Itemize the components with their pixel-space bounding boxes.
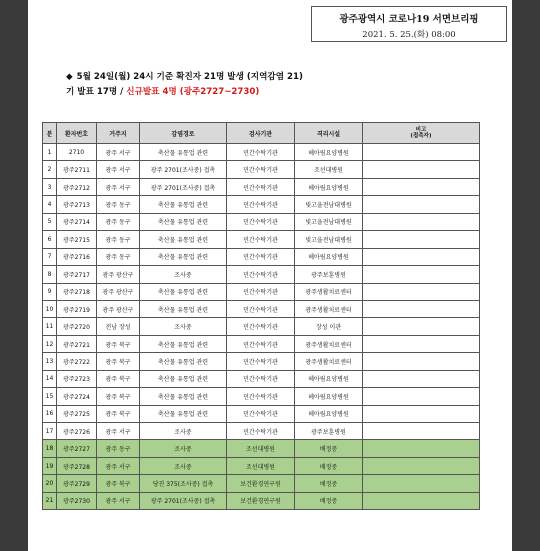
cell-infection-route: 축산물 유통업 관련 xyxy=(140,196,227,213)
cell-remarks xyxy=(363,283,480,300)
cell-test-institution: 민간수탁기관 xyxy=(227,335,295,352)
cell-patient-id: 광주2727 xyxy=(57,440,97,457)
cell-patient-id: 광주2717 xyxy=(57,266,97,283)
cell-residence: 광주 동구 xyxy=(97,440,140,457)
remarks-note: (접촉자) xyxy=(410,133,432,139)
cell-test-institution: 보건환경연구원 xyxy=(227,492,295,509)
cell-patient-id: 광주2726 xyxy=(57,423,97,440)
cell-infection-route: 축산물 유통업 관련 xyxy=(140,213,227,230)
cell-isolation-facility: 광주생활치료센터 xyxy=(295,353,363,370)
cell-remarks xyxy=(363,266,480,283)
cell-residence: 광주 북구 xyxy=(97,405,140,422)
cell-patient-id: 광주2722 xyxy=(57,353,97,370)
cell-remarks xyxy=(363,457,480,474)
cell-no: 3 xyxy=(43,178,57,195)
cell-remarks xyxy=(363,178,480,195)
cell-test-institution: 민간수탁기관 xyxy=(227,370,295,387)
cell-patient-id: 광주2725 xyxy=(57,405,97,422)
cell-infection-route: 축산물 유통업 관련 xyxy=(140,405,227,422)
table-row xyxy=(43,440,480,457)
cell-infection-route: 축산물 유통업 관련 xyxy=(140,283,227,300)
cell-patient-id: 광주2716 xyxy=(57,248,97,265)
cell-isolation-facility: 빛고을전남대병원 xyxy=(295,213,363,230)
col-header-patient-id: 환자번호 xyxy=(57,123,97,144)
table-row xyxy=(43,353,480,370)
cell-remarks xyxy=(363,353,480,370)
cell-residence: 광주 북구 xyxy=(97,370,140,387)
table-row xyxy=(43,161,480,178)
diamond-bullet-icon: ◆ xyxy=(66,72,73,82)
cell-isolation-facility: 빛고을전남대병원 xyxy=(295,231,363,248)
cell-no: 5 xyxy=(43,213,57,230)
table-row xyxy=(43,283,480,300)
cell-test-institution: 민간수탁기관 xyxy=(227,266,295,283)
cell-no: 16 xyxy=(43,405,57,422)
cell-remarks xyxy=(363,492,480,509)
table-row xyxy=(43,492,480,509)
table-row xyxy=(43,318,480,335)
cell-no: 18 xyxy=(43,440,57,457)
col-header-infection-route: 감염경로 xyxy=(140,123,227,144)
cell-residence: 광주 광산구 xyxy=(97,300,140,317)
cell-no: 19 xyxy=(43,457,57,474)
cell-test-institution: 민간수탁기관 xyxy=(227,248,295,265)
cell-test-institution: 민간수탁기관 xyxy=(227,423,295,440)
cell-infection-route: 축산물 유통업 관련 xyxy=(140,370,227,387)
cell-patient-id: 광주2728 xyxy=(57,457,97,474)
cell-test-institution: 민간수탁기관 xyxy=(227,388,295,405)
cell-infection-route: 축산물 유통업 관련 xyxy=(140,353,227,370)
cell-patient-id: 광주2724 xyxy=(57,388,97,405)
col-header-isolation-facility: 격리시설 xyxy=(295,123,363,144)
table-row xyxy=(43,178,480,195)
cell-no: 9 xyxy=(43,283,57,300)
cell-test-institution: 민간수탁기관 xyxy=(227,161,295,178)
cell-no: 6 xyxy=(43,231,57,248)
cell-test-institution: 민간수탁기관 xyxy=(227,196,295,213)
cell-no: 2 xyxy=(43,161,57,178)
cell-residence: 광주 광산구 xyxy=(97,283,140,300)
cell-infection-route: 축산물 유통업 관련 xyxy=(140,144,227,161)
cell-isolation-facility: 배정중 xyxy=(295,492,363,509)
cell-patient-id: 광주2718 xyxy=(57,283,97,300)
table-row xyxy=(43,475,480,492)
cell-remarks xyxy=(363,423,480,440)
cell-infection-route: 광주 2701(조사중) 접촉 xyxy=(140,161,227,178)
cell-residence: 광주 동구 xyxy=(97,231,140,248)
cell-residence: 광주 서구 xyxy=(97,161,140,178)
cell-residence: 광주 북구 xyxy=(97,353,140,370)
cell-isolation-facility: 광주생활치료센터 xyxy=(295,283,363,300)
cell-remarks xyxy=(363,335,480,352)
table-row xyxy=(43,335,480,352)
cell-remarks xyxy=(363,440,480,457)
summary-line-2-prefix: 기 발표 17명 / xyxy=(66,86,127,97)
cell-isolation-facility: 광주생활치료센터 xyxy=(295,335,363,352)
cell-patient-id: 광주2723 xyxy=(57,370,97,387)
cell-isolation-facility: 헤아림요양병원 xyxy=(295,178,363,195)
cell-infection-route: 조사중 xyxy=(140,266,227,283)
cell-remarks xyxy=(363,161,480,178)
cell-isolation-facility: 광주생활치료센터 xyxy=(295,300,363,317)
table-row xyxy=(43,370,480,387)
cell-residence: 광주 북구 xyxy=(97,388,140,405)
cell-infection-route: 축산물 유통업 관련 xyxy=(140,300,227,317)
cell-patient-id: 광주2714 xyxy=(57,213,97,230)
cell-test-institution: 민간수탁기관 xyxy=(227,318,295,335)
remarks-label: 비고 xyxy=(415,127,427,133)
cell-isolation-facility: 조선대병원 xyxy=(295,161,363,178)
cell-infection-route: 조사중 xyxy=(140,318,227,335)
cell-infection-route: 광주 2701(조사중) 접촉 xyxy=(140,492,227,509)
cell-test-institution: 민간수탁기관 xyxy=(227,405,295,422)
cell-patient-id: 광주2719 xyxy=(57,300,97,317)
cell-isolation-facility: 헤아림요양병원 xyxy=(295,144,363,161)
cell-no: 12 xyxy=(43,335,57,352)
cell-infection-route: 조사중 xyxy=(140,440,227,457)
table-row xyxy=(43,300,480,317)
cell-remarks xyxy=(363,388,480,405)
cell-patient-id: 광주2729 xyxy=(57,475,97,492)
cell-isolation-facility: 배정중 xyxy=(295,475,363,492)
cell-no: 20 xyxy=(43,475,57,492)
cell-test-institution: 민간수탁기관 xyxy=(227,353,295,370)
summary-line-2-new: 신규발표 4명 (광주2727~2730) xyxy=(126,86,260,97)
table-row xyxy=(43,423,480,440)
cell-infection-route: 당진 375(조사중) 접촉 xyxy=(140,475,227,492)
cell-residence: 광주 북구 xyxy=(97,335,140,352)
cell-remarks xyxy=(363,370,480,387)
table-row xyxy=(43,196,480,213)
cell-no: 17 xyxy=(43,423,57,440)
cell-remarks xyxy=(363,144,480,161)
cell-residence: 광주 동구 xyxy=(97,213,140,230)
cell-no: 1 xyxy=(43,144,57,161)
patient-table xyxy=(42,122,480,510)
table-row xyxy=(43,405,480,422)
table-row xyxy=(43,231,480,248)
cell-isolation-facility: 빛고을전남대병원 xyxy=(295,196,363,213)
cell-isolation-facility: 헤아림요양병원 xyxy=(295,248,363,265)
cell-residence: 광주 서구 xyxy=(97,457,140,474)
cell-test-institution: 민간수탁기관 xyxy=(227,231,295,248)
cell-infection-route: 조사중 xyxy=(140,457,227,474)
cell-infection-route: 조사중 xyxy=(140,423,227,440)
cell-remarks xyxy=(363,213,480,230)
cell-patient-id: 광주2715 xyxy=(57,231,97,248)
cell-patient-id: 광주2713 xyxy=(57,196,97,213)
cell-isolation-facility: 광주보훈병원 xyxy=(295,266,363,283)
cell-isolation-facility: 헤아림요양병원 xyxy=(295,388,363,405)
cell-isolation-facility: 헤아림요양병원 xyxy=(295,405,363,422)
table-body xyxy=(43,144,480,510)
cell-test-institution: 조선대병원 xyxy=(227,457,295,474)
cell-test-institution: 민간수탁기관 xyxy=(227,213,295,230)
table-row xyxy=(43,457,480,474)
cell-test-institution: 민간수탁기관 xyxy=(227,283,295,300)
cell-infection-route: 광주 2701(조사중) 접촉 xyxy=(140,178,227,195)
cell-test-institution: 민간수탁기관 xyxy=(227,178,295,195)
cell-isolation-facility: 헤아림요양병원 xyxy=(295,370,363,387)
briefing-title: 광주광역시 코로나19 서면브리핑 xyxy=(339,14,479,25)
cell-infection-route: 축산물 유통업 관련 xyxy=(140,335,227,352)
cell-isolation-facility: 배정중 xyxy=(295,457,363,474)
briefing-header xyxy=(311,6,507,42)
cell-patient-id: 광주2730 xyxy=(57,492,97,509)
cell-remarks xyxy=(363,248,480,265)
table-row xyxy=(43,248,480,265)
cell-no: 8 xyxy=(43,266,57,283)
cell-no: 21 xyxy=(43,492,57,509)
cell-test-institution: 민간수탁기관 xyxy=(227,144,295,161)
cell-no: 4 xyxy=(43,196,57,213)
cell-infection-route: 축산물 유통업 관련 xyxy=(140,248,227,265)
col-header-remarks xyxy=(363,123,480,144)
cell-test-institution: 민간수탁기관 xyxy=(227,300,295,317)
cell-isolation-facility: 배정중 xyxy=(295,440,363,457)
cell-residence: 광주 서구 xyxy=(97,144,140,161)
cell-infection-route: 축산물 유통업 관련 xyxy=(140,231,227,248)
cell-isolation-facility: 장성 이관 xyxy=(295,318,363,335)
cell-patient-id: 2710 xyxy=(57,144,97,161)
briefing-date: 2021. 5. 25.(화) 08:00 xyxy=(362,30,456,40)
summary-line-1: 5월 24일(월) 24시 기준 확진자 21명 발생 (지역감염 21) xyxy=(76,72,303,82)
cell-patient-id: 광주2721 xyxy=(57,335,97,352)
table-row xyxy=(43,144,480,161)
cell-residence: 광주 서구 xyxy=(97,423,140,440)
cell-no: 14 xyxy=(43,370,57,387)
cell-no: 13 xyxy=(43,353,57,370)
cell-test-institution: 보건환경연구원 xyxy=(227,475,295,492)
cell-infection-route: 축산물 유통업 관련 xyxy=(140,388,227,405)
cell-no: 15 xyxy=(43,388,57,405)
cell-residence: 광주 북구 xyxy=(97,475,140,492)
cell-patient-id: 광주2711 xyxy=(57,161,97,178)
cell-remarks xyxy=(363,475,480,492)
cell-isolation-facility: 광주보훈병원 xyxy=(295,423,363,440)
cell-remarks xyxy=(363,405,480,422)
table-header-row xyxy=(43,123,480,144)
cell-patient-id: 광주2720 xyxy=(57,318,97,335)
cell-residence: 광주 광산구 xyxy=(97,266,140,283)
cell-residence: 전남 장성 xyxy=(97,318,140,335)
cell-patient-id: 광주2712 xyxy=(57,178,97,195)
cell-no: 10 xyxy=(43,300,57,317)
cell-no: 11 xyxy=(43,318,57,335)
cell-residence: 광주 동구 xyxy=(97,196,140,213)
col-header-test-institution: 검사기관 xyxy=(227,123,295,144)
cell-residence: 광주 서구 xyxy=(97,492,140,509)
table-row xyxy=(43,213,480,230)
col-header-no: 분 xyxy=(43,123,57,144)
cell-remarks xyxy=(363,231,480,248)
col-header-residence: 거주지 xyxy=(97,123,140,144)
case-summary xyxy=(66,70,303,99)
cell-remarks xyxy=(363,196,480,213)
cell-remarks xyxy=(363,318,480,335)
table-row xyxy=(43,266,480,283)
cell-remarks xyxy=(363,300,480,317)
cell-no: 7 xyxy=(43,248,57,265)
cell-test-institution: 조선대병원 xyxy=(227,440,295,457)
table-row xyxy=(43,388,480,405)
cell-residence: 광주 서구 xyxy=(97,178,140,195)
cell-residence: 광주 동구 xyxy=(97,248,140,265)
